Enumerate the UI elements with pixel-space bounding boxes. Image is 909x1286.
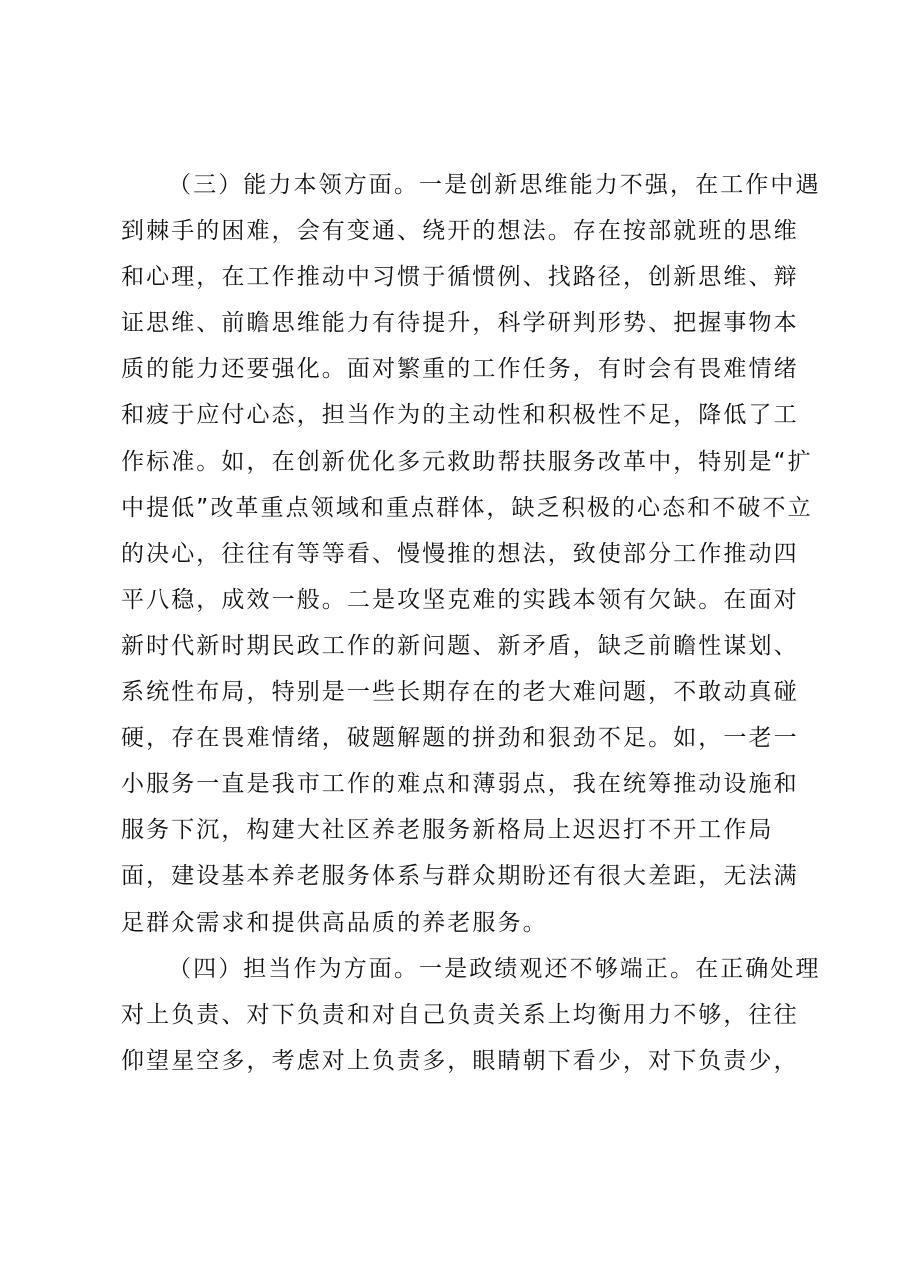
text-line: 和疲于应付心态，担当作为的主动性和积极性不足，降低了工: [121, 402, 799, 429]
text-line: （四）担当作为方面。一是政绩观还不够端正。在正确处理: [168, 955, 821, 982]
text-line: 硬，存在畏难情绪，破题解题的拼劲和狠劲不足。如，一老一: [121, 725, 799, 752]
text-line: 中提低”改革重点领域和重点群体，缺乏积极的心态和不破不立: [121, 494, 813, 521]
paragraph-ability: [121, 162, 821, 946]
text-line: 仰望星空多，考虑对上负责多，眼睛朝下看少，对下负责少，: [121, 1047, 799, 1074]
text-line: 系统性布局，特别是一些长期存在的老大难问题，不敢动真碰: [121, 679, 799, 706]
paragraph-responsibility: [121, 946, 821, 1084]
text-line: 平八稳，成效一般。二是攻坚克难的实践本领有欠缺。在面对: [121, 586, 799, 613]
text-line: 作标准。如，在创新优化多元救助帮扶服务改革中，特别是“扩: [121, 448, 813, 475]
text-line: 服务下沉，构建大社区养老服务新格局上迟迟打不开工作局: [121, 817, 774, 844]
text-line: 足群众需求和提供高品质的养老服务。: [121, 909, 548, 936]
document-body: [121, 162, 821, 1084]
text-line: 新时代新时期民政工作的新问题、新矛盾，缺乏前瞻性谋划、: [121, 632, 799, 659]
text-line: 到棘手的困难，会有变通、绕开的想法。存在按部就班的思维: [121, 218, 799, 245]
text-line: 证思维、前瞻思维能力有待提升，科学研判形势、把握事物本: [121, 310, 799, 337]
text-line: 对上负责、对下负责和对自己负责关系上均衡用力不够，往往: [121, 1001, 799, 1028]
text-line: （三）能力本领方面。一是创新思维能力不强，在工作中遇: [168, 172, 821, 198]
text-line: 的决心，往往有等等看、慢慢推的想法，致使部分工作推动四: [121, 540, 799, 567]
text-line: 面，建设基本养老服务体系与群众期盼还有很大差距，无法满: [121, 863, 799, 890]
text-line: 质的能力还要强化。面对繁重的工作任务，有时会有畏难情绪: [121, 356, 799, 383]
text-line: 小服务一直是我市工作的难点和薄弱点，我在统筹推动设施和: [121, 771, 799, 798]
text-line: 和心理，在工作推动中习惯于循惯例、找路径，创新思维、辩: [121, 264, 799, 291]
